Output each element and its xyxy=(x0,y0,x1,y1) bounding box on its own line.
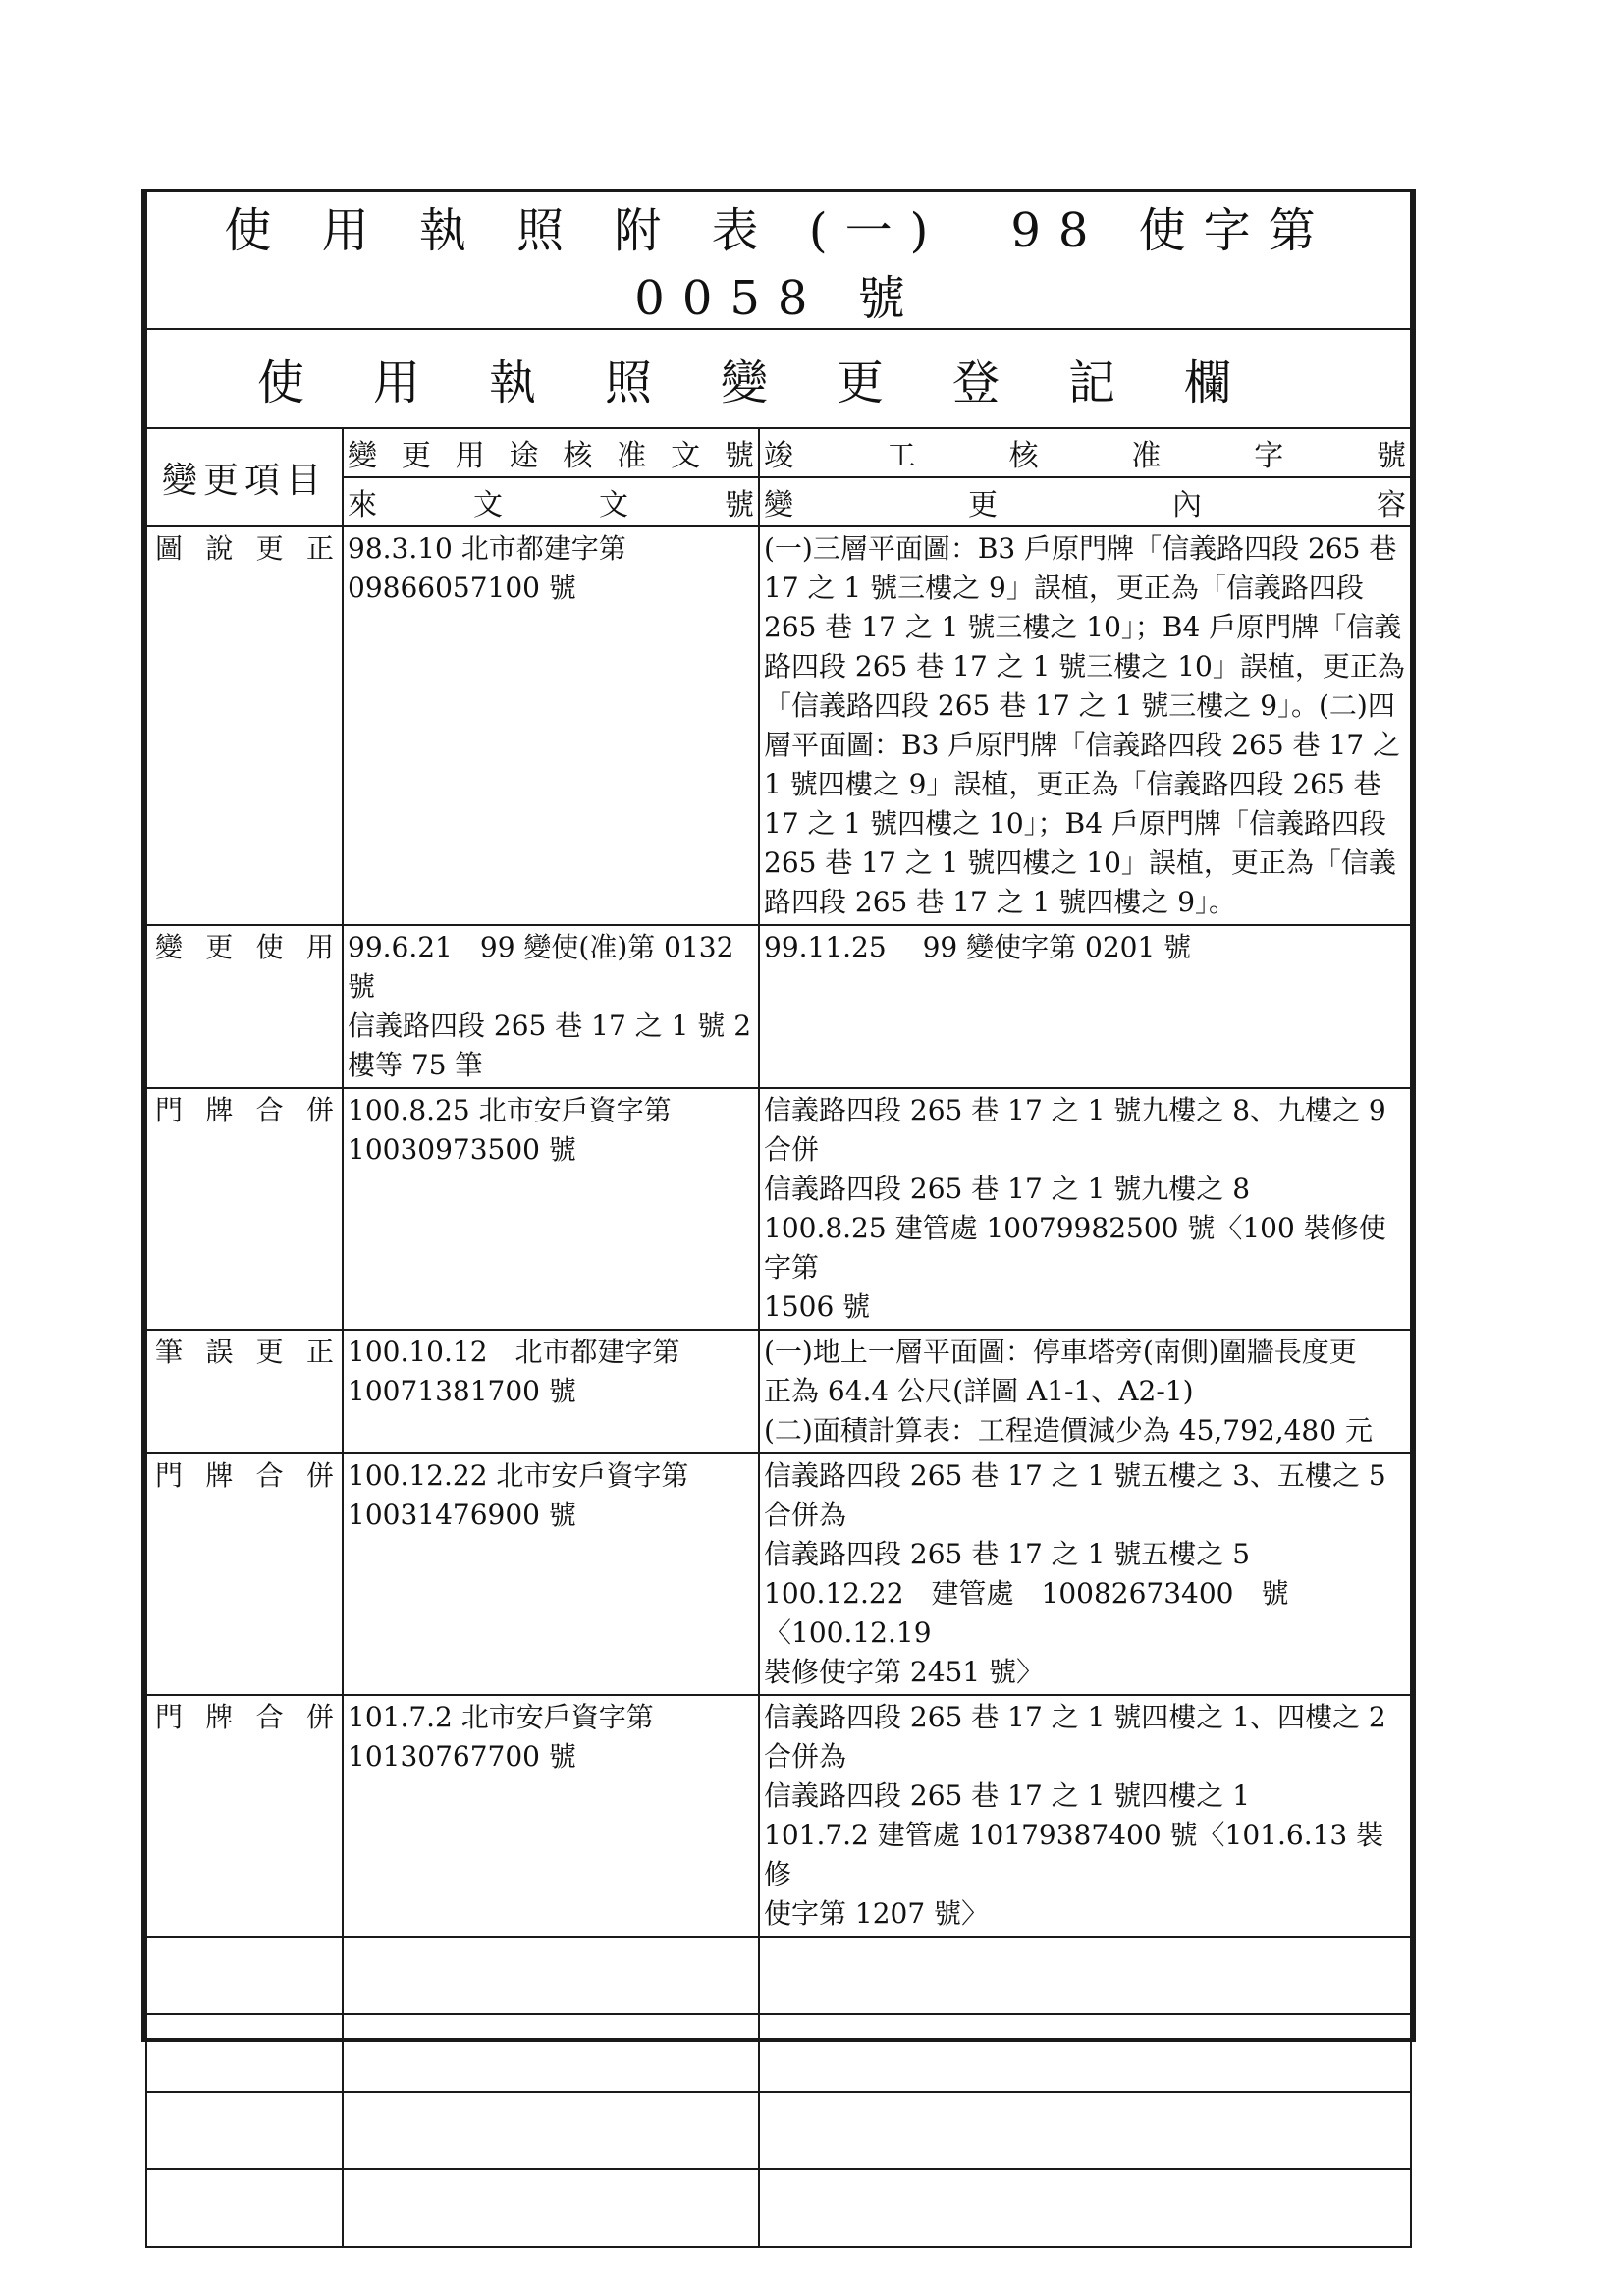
change-content-cell-line: 信義路四段 265 巷 17 之 1 號五樓之 5 xyxy=(764,1538,1251,1570)
document-number-cell-line: 101.7.2 北市安戶資字第 xyxy=(348,1701,654,1733)
header-change-content xyxy=(759,477,1411,526)
header-char: 容 xyxy=(1377,488,1406,522)
empty-cell xyxy=(343,2014,759,2092)
change-item-char: 誤 xyxy=(205,1336,234,1368)
empty-cell xyxy=(759,2092,1411,2169)
change-content-cell xyxy=(759,1695,1411,1937)
change-content-cell-line: (二)面積計算表：工程造價減少為 45,792,480 元 xyxy=(764,1414,1373,1447)
header-change-item: 變更項目 xyxy=(146,428,343,526)
change-item-char: 牌 xyxy=(205,1094,234,1126)
document-number-cell xyxy=(343,1453,759,1695)
header-completion-no xyxy=(759,428,1411,477)
header-approval-doc xyxy=(343,428,759,477)
header-char: 變 xyxy=(764,488,793,522)
document-number-cell-line: 100.8.25 北市安戶資字第 xyxy=(348,1094,672,1126)
change-content-cell xyxy=(759,1453,1411,1695)
change-item-char: 更 xyxy=(205,931,234,963)
document-number-cell-line: 09866057100 號 xyxy=(348,572,576,604)
change-content-cell xyxy=(759,925,1411,1088)
empty-cell xyxy=(759,1937,1411,2014)
change-content-cell-line: 信義路四段 265 巷 17 之 1 號九樓之 8 xyxy=(764,1173,1251,1205)
change-item-char: 使 xyxy=(255,931,284,963)
document-number-cell-line: 10130767700 號 xyxy=(348,1740,576,1773)
change-item-char: 牌 xyxy=(205,1701,234,1733)
header-char: 文 xyxy=(671,439,701,473)
change-content-cell-line: (一)地上一層平面圖：停車塔旁(南側)圍牆長度更 xyxy=(764,1336,1357,1368)
header-char: 號 xyxy=(1376,439,1406,473)
document-number-cell xyxy=(343,1695,759,1937)
document-number-cell-line: 信義路四段 265 巷 17 之 1 號 2 xyxy=(348,1010,752,1042)
change-content-cell-line: 合併 xyxy=(764,1133,820,1166)
change-content-cell-line: 265 巷 17 之 1 號四樓之 10」誤植，更正為「信義 xyxy=(764,847,1396,879)
header-char: 文 xyxy=(473,488,503,522)
change-item-char: 併 xyxy=(305,1094,334,1126)
document-number-cell-line: 98.3.10 北市都建字第 xyxy=(348,532,626,565)
document-number-cell-line: 10030973500 號 xyxy=(348,1133,576,1166)
empty-cell xyxy=(759,2169,1411,2247)
change-content-cell-line: 信義路四段 265 巷 17 之 1 號四樓之 1 xyxy=(764,1779,1251,1812)
header-char: 途 xyxy=(509,439,539,473)
document-number-cell-line: 10071381700 號 xyxy=(348,1375,576,1407)
table-row xyxy=(146,1695,1411,1937)
empty-cell xyxy=(759,2014,1411,2092)
empty-cell xyxy=(146,2169,343,2247)
header-char: 用 xyxy=(455,439,485,473)
change-item-char: 用 xyxy=(305,931,334,963)
change-item-cell xyxy=(146,1695,343,1937)
document-number-cell-line: 10031476900 號 xyxy=(348,1499,576,1531)
document-number-cell-line: 100.12.22 北市安戶資字第 xyxy=(348,1459,689,1492)
change-content-cell-line: 1506 號 xyxy=(764,1290,871,1323)
header-char: 來 xyxy=(348,488,377,522)
empty-cell xyxy=(343,2169,759,2247)
change-item-char: 筆 xyxy=(155,1336,184,1368)
document-number-cell xyxy=(343,925,759,1088)
change-content-cell-line: 100.12.22 建管處 10082673400 號〈100.12.19 xyxy=(764,1577,1289,1649)
empty-cell xyxy=(146,2014,343,2092)
document-number-cell-line: 100.10.12 北市都建字第 xyxy=(348,1336,680,1368)
change-register-table xyxy=(145,192,1412,2248)
change-content-cell-line: 使字第 1207 號〉 xyxy=(764,1897,990,1930)
change-content-cell-line: 1 號四樓之 9」誤植，更正為「信義路四段 265 巷 xyxy=(764,768,1381,800)
document-number-cell-line: 樓等 75 筆 xyxy=(348,1049,483,1081)
change-content-cell-line: 100.8.25 建管處 10079982500 號〈100 裝修使字第 xyxy=(764,1212,1386,1284)
header-char: 字 xyxy=(1254,439,1284,473)
change-item-cell xyxy=(146,526,343,925)
change-item-char: 更 xyxy=(255,532,284,565)
header-char: 內 xyxy=(1172,488,1202,522)
change-item-char: 牌 xyxy=(205,1459,234,1492)
table-row xyxy=(146,1453,1411,1695)
document-number-cell xyxy=(343,1088,759,1330)
header-char: 工 xyxy=(886,439,916,473)
change-content-cell xyxy=(759,526,1411,925)
table-row xyxy=(146,1330,1411,1453)
change-item-char: 合 xyxy=(255,1094,284,1126)
change-content-cell-line: 層平面圖：B3 戶原門牌「信義路四段 265 巷 17 之 xyxy=(764,729,1400,761)
change-item-char: 更 xyxy=(255,1336,284,1368)
change-content-cell-line: 信義路四段 265 巷 17 之 1 號四樓之 1、四樓之 2 xyxy=(764,1701,1386,1733)
change-item-char: 正 xyxy=(305,1336,334,1368)
change-content-cell-line: 信義路四段 265 巷 17 之 1 號九樓之 8、九樓之 9 xyxy=(764,1094,1386,1126)
header-char: 更 xyxy=(401,439,431,473)
change-item-char: 正 xyxy=(305,532,334,565)
table-row xyxy=(146,925,1411,1088)
table-row xyxy=(146,526,1411,925)
empty-cell xyxy=(343,1937,759,2014)
change-content-cell-line: 路四段 265 巷 17 之 1 號三樓之 10」誤植，更正為 xyxy=(764,650,1405,683)
change-item-char: 門 xyxy=(155,1459,184,1492)
change-item-char: 說 xyxy=(205,532,234,565)
header-char: 核 xyxy=(563,439,593,473)
change-content-cell xyxy=(759,1330,1411,1453)
document-number-cell xyxy=(343,1330,759,1453)
change-item-cell xyxy=(146,1330,343,1453)
change-content-cell-line: 17 之 1 號三樓之 9」誤植，更正為「信義路四段 xyxy=(764,572,1364,604)
change-item-char: 併 xyxy=(305,1459,334,1492)
change-content-cell-line: 99.11.25 99 變使字第 0201 號 xyxy=(764,931,1192,963)
header-incoming-doc xyxy=(343,477,759,526)
change-item-char: 門 xyxy=(155,1701,184,1733)
license-annex-form xyxy=(141,189,1416,2042)
section-title: 使用執照變更登記欄 xyxy=(146,329,1411,428)
change-content-cell-line: 路四段 265 巷 17 之 1 號四樓之 9」。 xyxy=(764,886,1237,918)
header-char: 號 xyxy=(725,488,754,522)
table-row xyxy=(146,1088,1411,1330)
document-number-cell xyxy=(343,526,759,925)
change-content-cell-line: 信義路四段 265 巷 17 之 1 號五樓之 3、五樓之 5 xyxy=(764,1459,1386,1492)
change-content-cell-line: 17 之 1 號四樓之 10」；B4 戶原門牌「信義路四段 xyxy=(764,807,1386,840)
document-number-cell-line: 99.6.21 99 變使(准)第 0132 號 xyxy=(348,931,734,1003)
header-char: 准 xyxy=(1131,439,1162,473)
header-char: 核 xyxy=(1008,439,1039,473)
change-content-cell-line: 「信義路四段 265 巷 17 之 1 號三樓之 9」。(二)四 xyxy=(764,689,1395,722)
change-item-char: 門 xyxy=(155,1094,184,1126)
empty-cell xyxy=(343,2092,759,2169)
change-content-cell-line: 合併為 xyxy=(764,1740,847,1773)
change-content-cell-line: 合併為 xyxy=(764,1499,847,1531)
change-content-cell xyxy=(759,1088,1411,1330)
change-content-cell-line: (一)三層平面圖：B3 戶原門牌「信義路四段 265 巷 xyxy=(764,532,1397,565)
change-item-char: 併 xyxy=(305,1701,334,1733)
change-content-cell-line: 裝修使字第 2451 號〉 xyxy=(764,1656,1045,1688)
change-item-char: 合 xyxy=(255,1459,284,1492)
change-content-cell-line: 265 巷 17 之 1 號三樓之 10」；B4 戶原門牌「信義 xyxy=(764,611,1402,643)
change-content-cell-line: 正為 64.4 公尺(詳圖 A1-1、A2-1) xyxy=(764,1375,1194,1407)
header-char: 變 xyxy=(348,439,377,473)
header-char: 號 xyxy=(724,439,754,473)
change-item-char: 合 xyxy=(255,1701,284,1733)
header-char: 准 xyxy=(617,439,647,473)
empty-cell xyxy=(146,2092,343,2169)
header-char: 更 xyxy=(968,488,998,522)
header-char: 文 xyxy=(599,488,628,522)
change-item-char: 圖 xyxy=(155,532,184,565)
change-item-cell xyxy=(146,1088,343,1330)
empty-cell xyxy=(146,1937,343,2014)
change-item-cell xyxy=(146,1453,343,1695)
header-char: 竣 xyxy=(764,439,793,473)
change-item-char: 變 xyxy=(155,931,184,963)
change-content-cell-line: 101.7.2 建管處 10179387400 號〈101.6.13 裝修 xyxy=(764,1819,1384,1890)
change-item-cell xyxy=(146,925,343,1088)
form-title: 使 用 執 照 附 表 (一) 98 使字第 0058 號 xyxy=(146,192,1411,329)
